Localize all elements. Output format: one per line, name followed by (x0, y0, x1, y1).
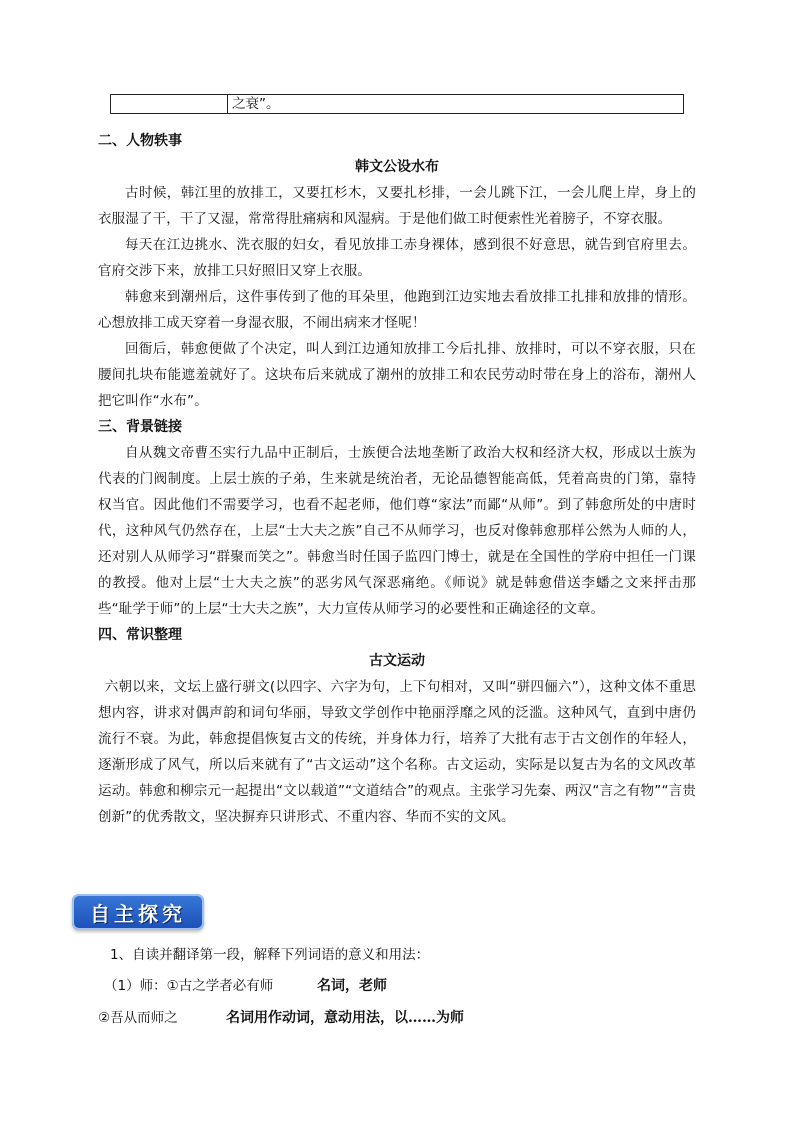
story-paragraph: 回衙后，韩愈便做了个决定，叫人到江边通知放排工今后扎排、放排时，可以不穿衣服，只在腰间扎块布能遮羞就好了。这块布后来就成了潮州的放排工和农民劳动时带在身上的浴布，潮州人把它叫作“水布”。 (98, 341, 696, 409)
section-heading-anecdote: 二、人物轶事 (98, 133, 182, 149)
carryover-table (110, 94, 684, 114)
table-cell-label (111, 95, 228, 114)
main-content (98, 128, 696, 830)
section-heading-knowledge: 四、常识整理 (98, 627, 182, 643)
answer-text: 名词用作动词，意动用法，以……为师 (226, 1010, 464, 1026)
self-study-banner (72, 894, 204, 930)
story-title: 韩文公设水布 (355, 159, 439, 175)
table-row (111, 95, 684, 114)
question-item (98, 1007, 178, 1029)
background-paragraph: 自从魏文帝曹丕实行九品中正制后，士族便合法地垄断了政治大权和经济大权，形成以士族为代表的门阀制度。上层士族的子弟，生来就是统治者，无论品德智能高低，凭着高贵的门第，靠特权当官。因此他们不需要学习，也看不起老师，他们尊“家法”而鄙“从师”。到了韩愈所处的中唐时代，这种风气仍然存在，上层“士大夫之族”自己不从师学习，也反对像韩愈那样公然为人师的人，还对别人从师学习“群聚而笑之”。韩愈当时任国子监四门博士，就是在全国性的学府中担任一门课的教授。他对上层“士大夫之族”的恶劣风气深恶痛绝。《师说》就是韩愈借送李蟠之文来抨击那些“耻学于师”的上层“士大夫之族”，大力宣传从师学习的必要性和正确途径的文章。 (98, 445, 696, 617)
story-paragraph: 每天在江边挑水、洗衣服的妇女，看见放排工赤身裸体，感到很不好意思，就告到官府里去。官府交涉下来，放排工只好照旧又穿上衣服。 (98, 237, 696, 279)
story-paragraph: 韩愈来到潮州后，这件事传到了他的耳朵里，他跑到江边实地去看放排工扎排和放排的情形。心想放排工成天穿着一身湿衣服，不闹出病来才怪呢！ (98, 289, 696, 331)
answer-text: 名词，老师 (317, 978, 387, 994)
question-item-label: ②吾从而师之 (98, 1010, 178, 1026)
story-paragraph: 古时候，韩江里的放排工，又要扛杉木，又要扎杉排，一会儿跳下江，一会儿爬上岸，身上的衣服湿了干，干了又湿，常常得肚痛病和风湿病。于是他们做工时便索性光着膀子，不穿衣服。 (98, 185, 696, 227)
section-heading-background: 三、背景链接 (98, 419, 182, 435)
banner-label: 自主探究 (90, 901, 186, 926)
question-item-label: （1）师：①古之学者必有师 (104, 978, 274, 994)
question-item (104, 975, 273, 997)
knowledge-title: 古文运动 (369, 653, 425, 669)
question-intro: 1、自读并翻译第一段，解释下列词语的意义和用法： (110, 947, 430, 963)
knowledge-paragraph: 六朝以来，文坛上盛行骈文(以四字、六字为句，上下句相对，又叫“骈四俪六”），这种文体不重思想内容，讲求对偶声韵和词句华丽，导致文学创作中艳丽浮靡之风的泛滥。这种风气，直到中唐仍流行不衰。为此，韩愈提倡恢复古文的传统，并身体力行，培养了大批有志于古文创作的年轻人，逐渐形成了风气，所以后来就有了“古文运动”这个名称。古文运动，实际是以复古为名的文风改革运动。韩愈和柳宗元一起提出“文以载道”“文道结合”的观点。主张学习先秦、两汉“言之有物”“言贵创新”的优秀散文，坚决摒弃只讲形式、不重内容、华而不实的文风。 (98, 679, 696, 825)
table-cell-content: 之衰”。 (228, 95, 684, 114)
